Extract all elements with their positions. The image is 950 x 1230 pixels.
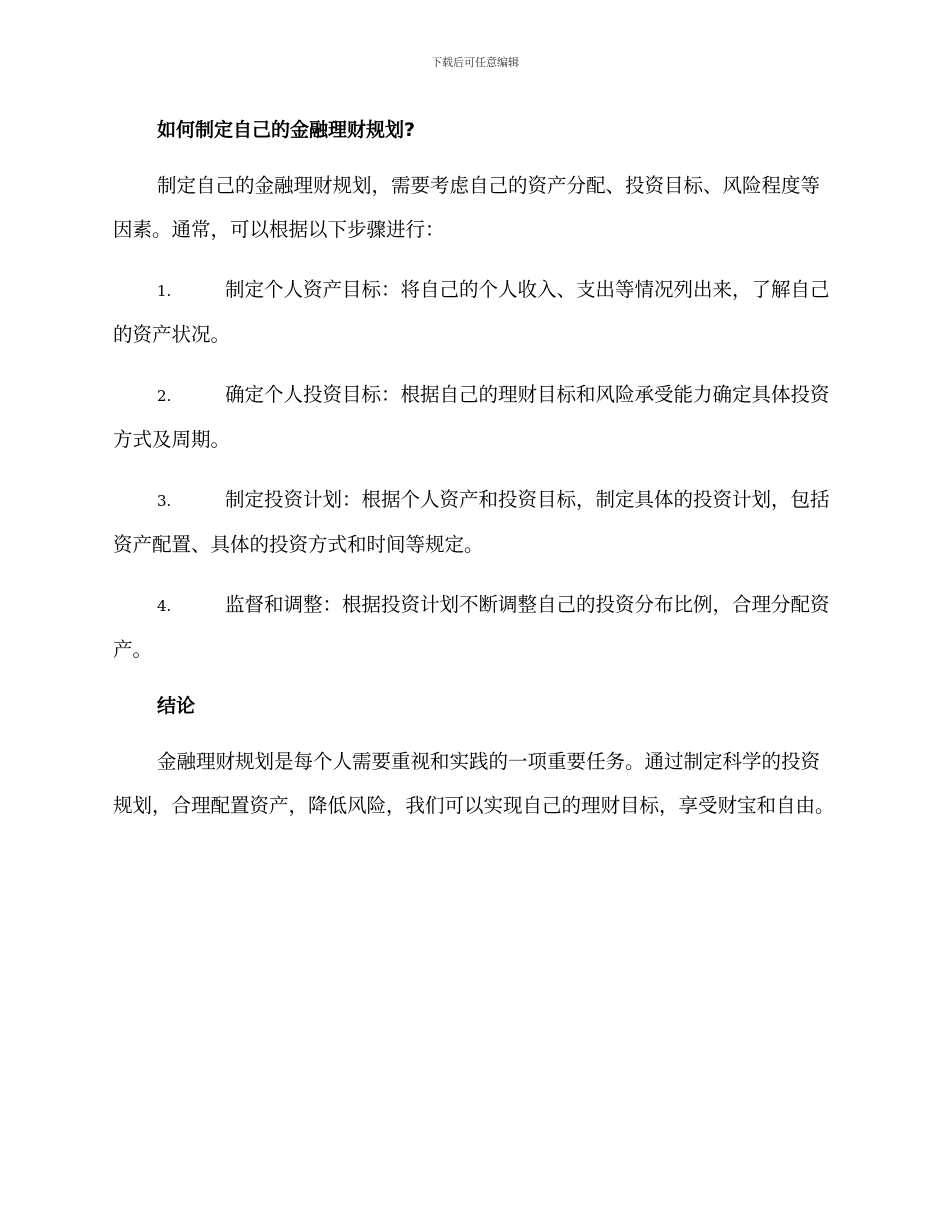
list-item-step-2 xyxy=(113,373,835,462)
intro-paragraph: 制定自己的金融理财规划，需要考虑自己的资产分配、投资目标、风险程度等因素。通常，可以根据以下步骤进行： xyxy=(113,174,821,241)
list-item-step-4 xyxy=(113,583,835,672)
list-number: 4. xyxy=(157,597,172,615)
list-item-text: 确定个人投资目标：根据自己的理财目标和风险承受能力确定具体投资方式及周期。 xyxy=(113,383,830,451)
document-body xyxy=(113,110,835,828)
header-note: 下载后可任意编辑 xyxy=(431,56,519,69)
list-item-text: 制定投资计划：根据个人资产和投资目标，制定具体的投资计划，包括资产配置、具体的投资方式和时间等规定。 xyxy=(113,488,830,556)
conclusion-paragraph: 金融理财规划是每个人需要重视和实践的一项重要任务。通过制定科学的投资规划，合理配置资产，降低风险，我们可以实现自己的理财目标，享受财宝和自由。 xyxy=(113,750,835,817)
list-item-text: 制定个人资产目标：将自己的个人收入、支出等情况列出来，了解自己的资产状况。 xyxy=(113,278,830,346)
list-item-step-3 xyxy=(113,478,835,567)
list-item-text: 监督和调整：根据投资计划不断调整自己的投资分布比例，合理分配资产。 xyxy=(113,593,830,661)
list-number: 1. xyxy=(157,282,172,300)
list-item-step-1 xyxy=(113,268,835,357)
page-title: 如何制定自己的金融理财规划? xyxy=(157,119,416,141)
conclusion-heading: 结论 xyxy=(157,695,196,717)
list-number: 3. xyxy=(157,492,172,510)
list-number: 2. xyxy=(157,387,172,405)
